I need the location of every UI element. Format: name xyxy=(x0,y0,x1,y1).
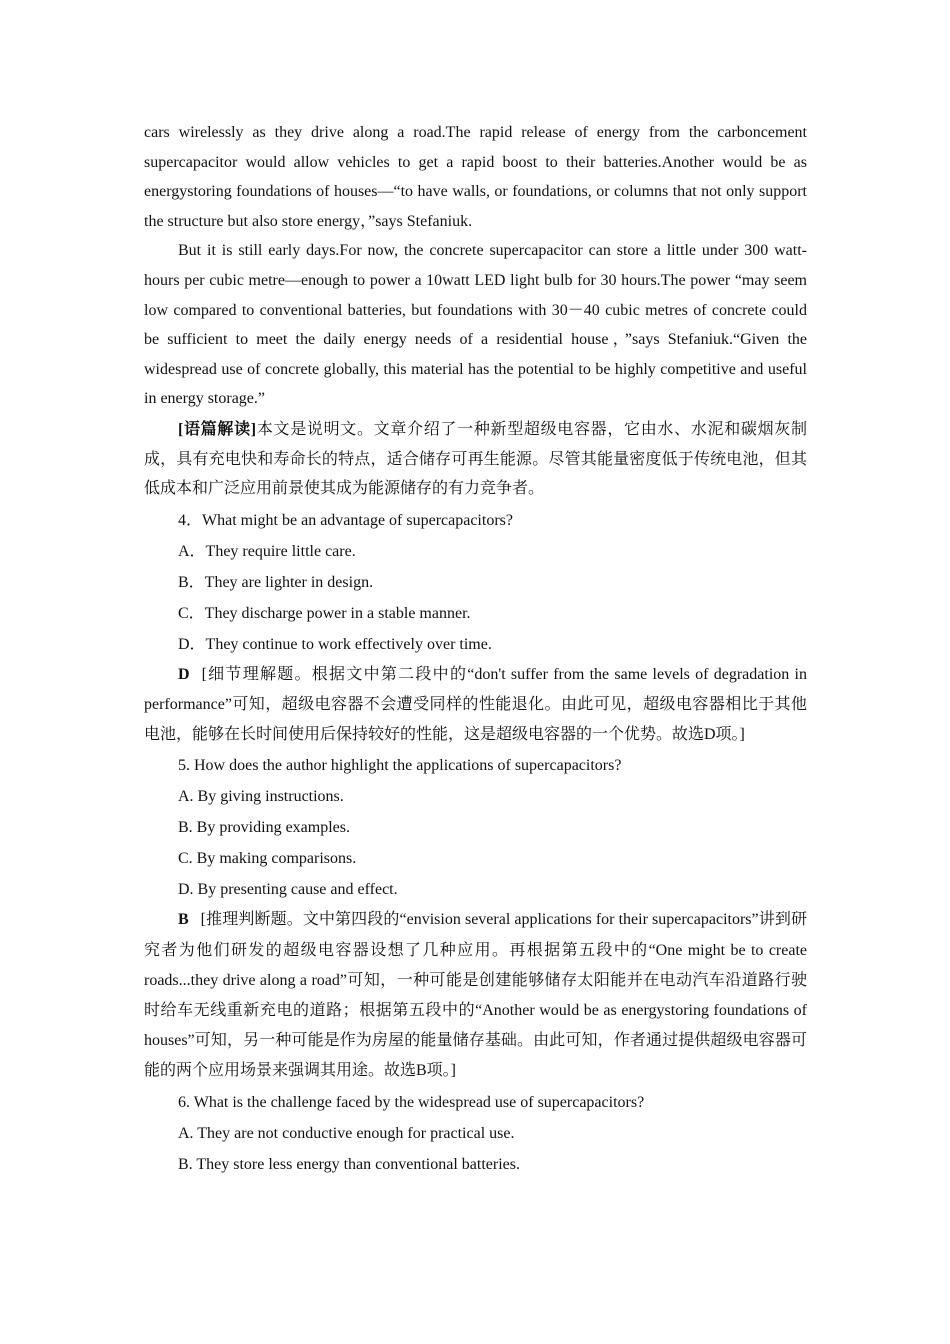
explanation-text: [细节理解题。根据文中第二段中的“don't suffer from the same levels of degradation in performance”可知，超级电容器不会遭受同样的性能退化。由此可见，超级电容器相比于其他电池，能够在长时间使用后保持较好的性能，这是超级电容器的一个优势。故选D项。] xyxy=(144,665,807,744)
passage-analysis xyxy=(144,415,807,504)
option-a: A．They require little care. xyxy=(178,542,356,560)
option-b: B. They store less energy than conventional batteries. xyxy=(178,1155,520,1173)
passage-paragraph-2: But it is still early days.For now, the concrete supercapacitor can store a little under 300 watt-hours per cubic metre—enough to power a 10watt LED light bulb for 30 hours.The power “may seem low compared to conventional batteries, but foundations with 30－40 cubic metres of concrete could be sufficient to meet the daily energy needs of a residential house，”says Stefaniuk.“Given the widespread use of concrete globally, this material has the potential to be highly competitive and useful in energy storage.” xyxy=(144,242,808,408)
answer-letter: B xyxy=(178,911,189,929)
option-b: B. By providing examples. xyxy=(178,819,350,837)
question-stem: 6. What is the challenge faced by the widespread use of supercapacitors? xyxy=(178,1093,645,1111)
analysis-text: 本文是说明文。文章介绍了一种新型超级电容器，它由水、水泥和碳烟灰制成，具有充电快和寿命长的特点，适合储存可再生能源。尽管其能量密度低于传统电池，但其低成本和广泛应用前景使其成为能源储存的有力竞争者。 xyxy=(144,420,807,498)
option-a: A. They are not conductive enough for practical use. xyxy=(178,1124,515,1142)
passage-paragraph-1: cars wirelessly as they drive along a road.The rapid release of energy from the carboncement supercapacitor would allow vehicles to get a rapid boost to their batteries.Another would be as energystoring foundations of houses—“to have walls, or foundations, or columns that not only support the structure but also store energy，”says Stefaniuk. xyxy=(144,124,807,230)
option-a: A. By giving instructions. xyxy=(178,788,344,806)
question-6 xyxy=(144,1087,807,1180)
option-b: B．They are lighter in design. xyxy=(178,573,374,591)
answer-letter: D xyxy=(178,665,190,683)
analysis-label: [语篇解读] xyxy=(178,420,257,438)
option-c: C．They discharge power in a stable manner. xyxy=(178,604,471,622)
question-stem: 4．What might be an advantage of supercapacitors? xyxy=(178,511,513,529)
option-d: D．They continue to work effectively over time. xyxy=(178,635,492,653)
answer-explanation xyxy=(144,905,807,1086)
question-5 xyxy=(144,750,807,1086)
option-d: D. By presenting cause and effect. xyxy=(178,881,398,899)
answer-explanation xyxy=(144,660,807,751)
document-page xyxy=(144,118,807,1180)
question-stem: 5. How does the author highlight the applications of supercapacitors? xyxy=(178,757,622,775)
explanation-text: [推理判断题。文中第四段的“envision several applications for their supercapacitors”讲到研究者为他们研发的超级电容器设想了几种应用。再根据第五段中的“One might be to create roads...they drive along a road”可知，一种可能是创建能够储存太阳能并在电动汽车沿道路行驶时给车无线重新充电的道路；根据第五段中的“Another would be as energystoring foundations of houses”可知，另一种可能是作为房屋的能量储存基础。由此可知，作者通过提供超级电容器可能的两个应用场景来强调其用途。故选B项。] xyxy=(144,911,807,1080)
question-4 xyxy=(144,505,807,751)
option-c: C. By making comparisons. xyxy=(178,850,357,868)
